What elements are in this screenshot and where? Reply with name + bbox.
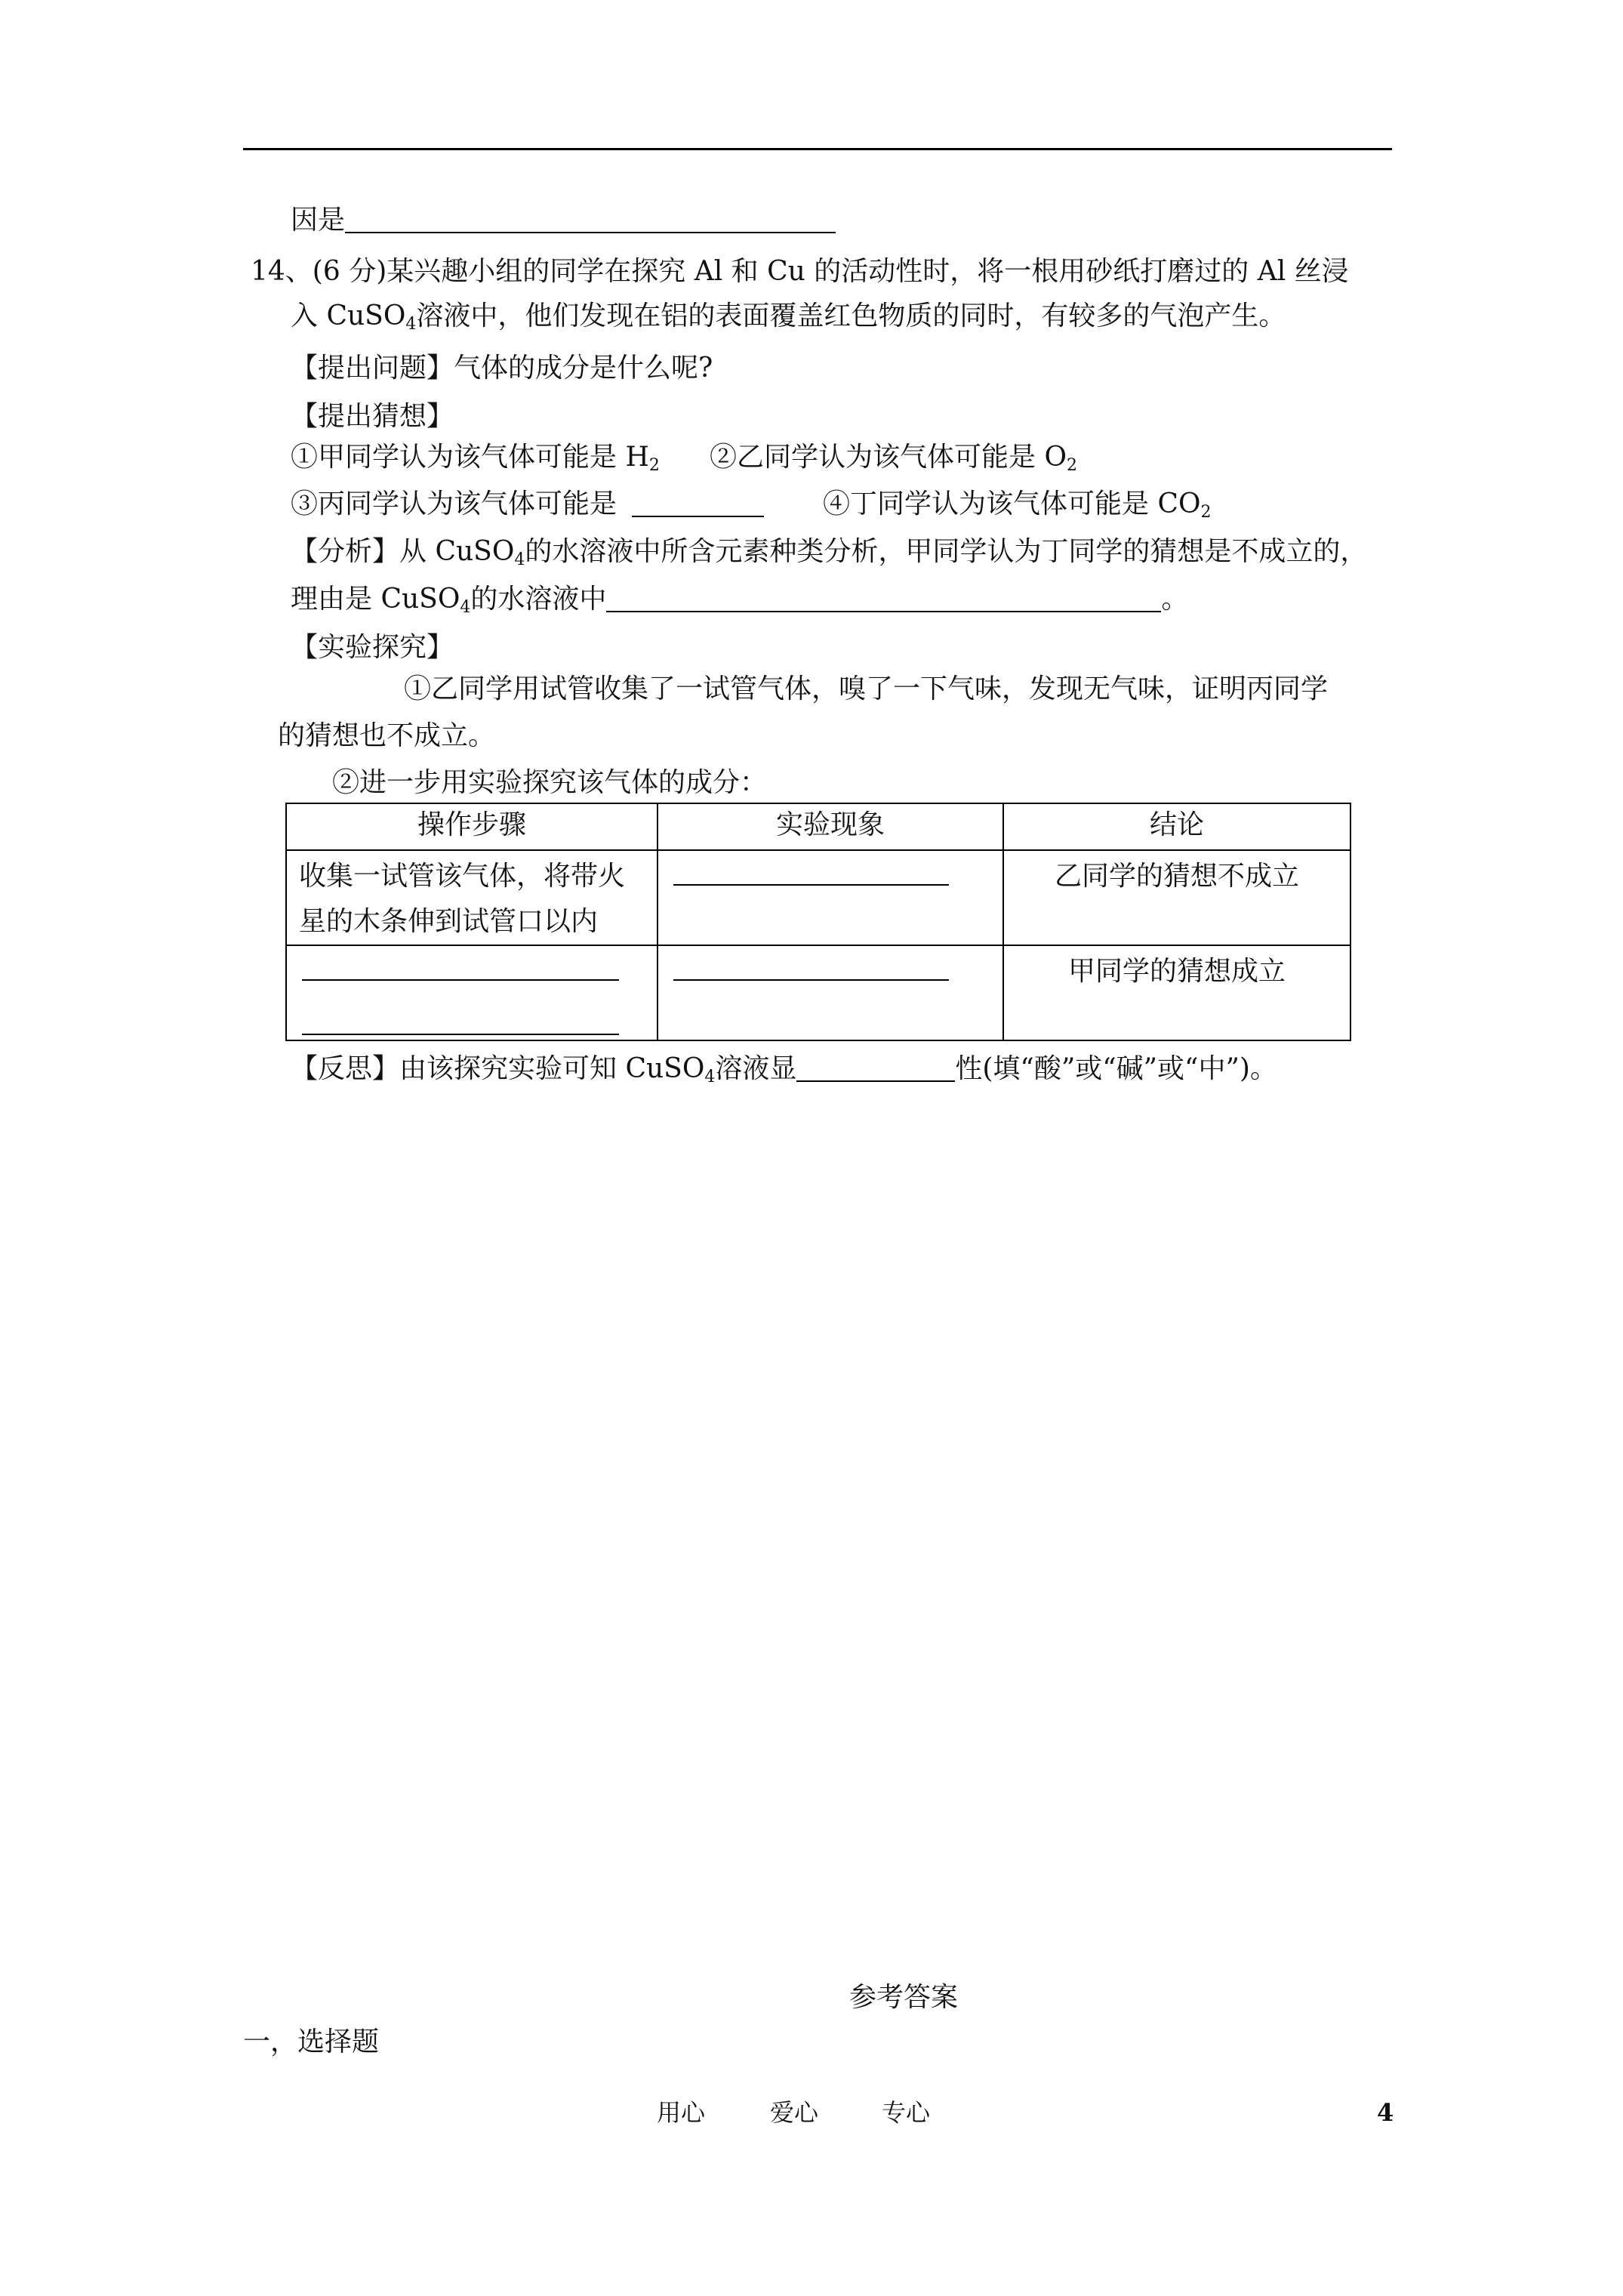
footer-word-3: 专心 (882, 2098, 931, 2127)
row1-phenomenon-blank[interactable] (673, 851, 949, 886)
row1-phenomenon (658, 850, 1003, 945)
page-number: 4 (1377, 2098, 1394, 2127)
row2-step-blank-1[interactable] (302, 946, 619, 981)
reflection-line: 【反思】由该探究实验可知 CuSO$_4$溶液显 性(填“酸”或“碱”或“中”)。 (291, 1053, 1277, 1086)
guess-3-blank[interactable] (632, 488, 764, 517)
row1-step: 收集一试管该气体，将带火 星的木条伸到试管口以内 (286, 850, 658, 945)
explore-2: ②进一步用实验探究该气体的成分： (332, 767, 768, 798)
guess-1: ①甲同学认为该气体可能是 $H_2$ (291, 442, 660, 475)
question-14-line2: 入 CuSO$_4$溶液中，他们发现在铝的表面覆盖红色物质的同时，有较多的气泡产生。 (291, 300, 1286, 334)
header-steps: 操作步骤 (286, 803, 658, 850)
explore-1-line1: ①乙同学用试管收集了一试管气体，嗅了一下气味，发现无气味，证明丙同学 (404, 673, 1329, 704)
top-line: 因是 (291, 204, 836, 237)
answer-blank[interactable] (345, 205, 836, 233)
table-row (286, 945, 1350, 1040)
guess-3: ③丙同学认为该气体可能是 (291, 488, 764, 521)
footer-word-1: 用心 (657, 2098, 706, 2127)
analysis-line: 【分析】从 CuSO$_4$的水溶液中所含元素种类分析，甲同学认为丁同学的猜想是不成立的， (291, 536, 1368, 569)
header-conclusion: 结论 (1003, 803, 1350, 850)
answers-section-1: 一，选择题 (243, 2026, 380, 2057)
row2-phenomenon-blank[interactable] (673, 946, 949, 981)
row1-conclusion: 乙同学的猜想不成立 (1003, 850, 1350, 945)
guess-4: ④丁同学认为该气体可能是 $CO_2$ (823, 488, 1212, 522)
reason-blank[interactable] (606, 584, 1161, 612)
guess-title: 【提出猜想】 (291, 401, 454, 432)
row2-phenomenon (658, 945, 1003, 1040)
explore-title: 【实验探究】 (291, 632, 454, 663)
guess-2: ②乙同学认为该气体可能是 $O_2$ (710, 442, 1077, 475)
table-header-row (286, 803, 1350, 850)
question-14-line1: 14、(6 分)某兴趣小组的同学在探究 Al 和 Cu 的活动性时，将一根用砂纸打磨过的 Al 丝浸 (251, 256, 1349, 287)
row2-conclusion: 甲同学的猜想成立 (1003, 945, 1350, 1040)
footer-word-2: 爱心 (770, 2098, 819, 2127)
explore-1-line2: 的猜想也不成立。 (278, 720, 496, 751)
row2-step-blank-2[interactable] (302, 1000, 619, 1035)
problem-line: 【提出问题】气体的成分是什么呢? (291, 353, 713, 384)
answers-title: 参考答案 (849, 1982, 959, 2013)
reflection-blank[interactable] (796, 1053, 955, 1082)
row2-step (286, 945, 658, 1040)
header-phenomena: 实验现象 (658, 803, 1003, 850)
table-row (286, 850, 1350, 945)
experiment-table (285, 803, 1351, 1041)
reason-line: 理由是 CuSO$_4$的水溶液中 。 (291, 584, 1189, 617)
header-rule (243, 148, 1392, 150)
